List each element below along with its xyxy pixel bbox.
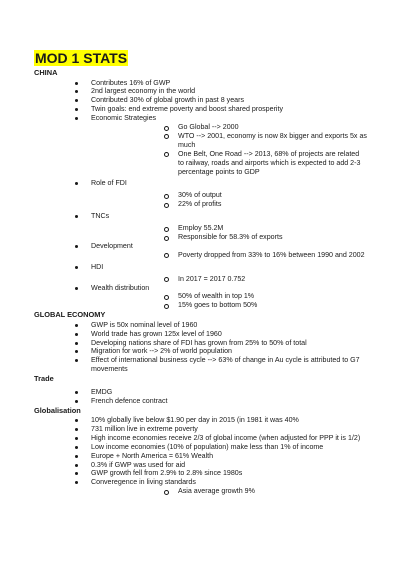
list-item: GWP is 50x nominal level of 1960 [34,321,370,330]
list-item: Contributes 16% of GWP [34,79,370,88]
list-item: Contributed 30% of global growth in past 8 years [34,96,370,105]
section-heading-global-economy: GLOBAL ECONOMY [34,310,106,320]
list-item: Effect of international business cycle --> 63% of change in Au cycle is attributed to G7 movements [34,356,370,374]
section-heading-trade: Trade [34,374,54,384]
list-item [34,284,370,311]
list-item-label: Development [91,241,133,250]
sub-list-item: 50% of wealth in top 1% [91,292,370,301]
list-item: 731 million live in extreme poverty [34,425,370,434]
sub-list [91,123,370,176]
list-item: EMDG [34,388,370,397]
trade-list [34,388,370,406]
list-item [34,478,370,496]
list-item [34,212,370,242]
sub-list [91,224,370,242]
list-item: 10% globally live below $1.90 per day in 2015 (in 1981 it was 40% [34,416,370,425]
list-item [34,114,370,176]
china-list [34,79,370,311]
section-heading-globalisation: Globalisation [34,405,81,415]
list-item: World trade has grown 125x level of 1960 [34,330,370,339]
list-item: Twin goals: end extreme poverty and boost shared prosperity [34,105,370,114]
list-item [34,179,370,209]
list-item-label: HDI [91,262,104,271]
sub-list-item: In 2017 = 2017 0.752 [91,275,370,284]
list-item: 2nd largest economy in the world [34,87,370,96]
section-heading-china: CHINA [34,68,58,77]
list-item-label: TNCs [91,212,110,221]
sub-list-item: Employ 55.2M [91,224,370,233]
list-item: Low income economies (10% of population) make less than 1% of income [34,443,370,452]
sub-list-item: WTO --> 2001, economy is now 8x bigger and exports 5x as much [91,132,370,150]
sub-list [91,251,370,260]
list-item-label: Role of FDI [91,179,127,188]
sub-list-item: 15% goes to bottom 50% [91,301,370,310]
list-item: Developing nations share of FDI has grown from 25% to 50% of total [34,339,370,348]
document-title: MOD 1 STATS [35,50,128,66]
sub-list [91,292,370,310]
sub-list-item: Responsible for 58.3% of exports [91,233,370,242]
sub-list-item: Asia average growth 9% [91,487,370,496]
sub-list [91,191,370,209]
sub-list-item: 22% of profits [91,200,370,209]
list-item [34,263,370,284]
global-economy-list [34,321,370,374]
list-item: GWP growth fell from 2.9% to 2.8% since 1980s [34,469,370,478]
sub-list-item: Poverty dropped from 33% to 16% between 1990 and 2002 [91,251,370,260]
sub-list-item: One Belt, One Road --> 2013, 68% of projects are related to railway, roads and airports which is expected to add 2-3 percentage points to GDP [91,150,370,177]
list-item-label: Converegence in living standards [91,478,196,487]
globalisation-list [34,416,370,496]
list-item [34,242,370,260]
sub-list [91,487,370,496]
list-item-label: Wealth distribution [91,283,150,292]
sub-list-item: 30% of output [91,191,370,200]
list-item-label: Economic Strategies [91,114,157,123]
list-item: 0.3% if GWP was used for aid [34,461,370,470]
sub-list [91,275,370,284]
list-item: High income economies receive 2/3 of global income (when adjusted for PPP it is 1/2) [34,434,370,443]
list-item: French defence contract [34,397,370,406]
list-item: Europe + North America = 61% Wealth [34,452,370,461]
sub-list-item: Go Global --> 2000 [91,123,370,132]
list-item: Migration for work --> 2% of world population [34,347,370,356]
